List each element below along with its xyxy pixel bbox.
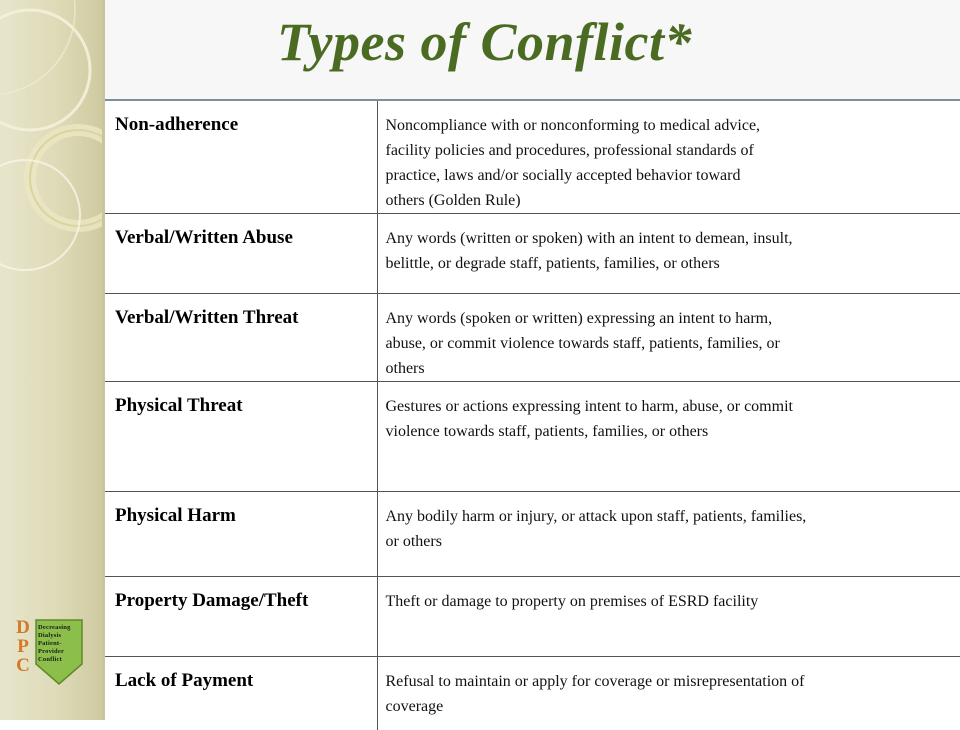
description-line: Gestures or actions expressing intent to harm, abuse, or commit xyxy=(385,398,793,415)
table-row xyxy=(105,577,960,657)
conflict-description-cell xyxy=(377,101,960,214)
dpc-logo xyxy=(10,618,85,686)
description-line: Any words (spoken or written) expressing an intent to harm, xyxy=(385,310,773,327)
decorative-circles-icon xyxy=(0,0,102,720)
decorative-side-panel xyxy=(0,0,102,720)
table-row xyxy=(105,101,960,214)
description-line: Refusal to maintain or apply for coverage or misrepresentation of xyxy=(385,673,805,690)
slide-title: Types of Conflict* xyxy=(277,11,692,72)
description-line: or others xyxy=(385,533,442,550)
conflict-type-cell: Non-adherence xyxy=(105,101,377,214)
conflict-type-cell: Physical Threat xyxy=(105,382,377,492)
description-line: violence towards staff, patients, families, or others xyxy=(385,423,709,440)
description-line: facility policies and procedures, professional standards of xyxy=(385,142,754,159)
description-line: abuse, or commit violence towards staff, patients, families, or xyxy=(385,335,780,352)
description-line: Theft or damage to property on premises of ESRD facility xyxy=(385,593,759,610)
description-line: others (Golden Rule) xyxy=(385,192,521,209)
description-line: coverage xyxy=(385,698,444,715)
conflict-description-cell xyxy=(377,214,960,294)
title-band xyxy=(105,0,960,101)
conflict-description-cell xyxy=(377,294,960,382)
description-line: others xyxy=(385,360,425,377)
table-row xyxy=(105,492,960,577)
table-row xyxy=(105,657,960,730)
conflict-type-cell: Verbal/Written Abuse xyxy=(105,214,377,294)
conflict-type-cell: Physical Harm xyxy=(105,492,377,577)
conflict-description-cell xyxy=(377,382,960,492)
conflict-type-cell: Property Damage/Theft xyxy=(105,577,377,657)
description-line: Any words (written or spoken) with an intent to demean, insult, xyxy=(385,230,793,247)
conflict-description-cell xyxy=(377,492,960,577)
conflict-description-cell xyxy=(377,657,960,730)
conflict-types-table xyxy=(105,101,960,730)
description-line: practice, laws and/or socially accepted behavior toward xyxy=(385,167,741,184)
table-row xyxy=(105,382,960,492)
conflict-type-cell: Verbal/Written Threat xyxy=(105,294,377,382)
description-line: Any bodily harm or injury, or attack upon staff, patients, families, xyxy=(385,508,807,525)
table-row xyxy=(105,214,960,294)
description-line: belittle, or degrade staff, patients, families, or others xyxy=(385,255,720,272)
table-row xyxy=(105,294,960,382)
conflict-type-cell: Lack of Payment xyxy=(105,657,377,730)
conflict-description-cell xyxy=(377,577,960,657)
description-line: Noncompliance with or nonconforming to medical advice, xyxy=(385,117,761,134)
logo-words: Decreasing Dialysis Patient- Provider Conflict xyxy=(38,624,71,663)
logo-letters: D P C xyxy=(16,617,30,676)
